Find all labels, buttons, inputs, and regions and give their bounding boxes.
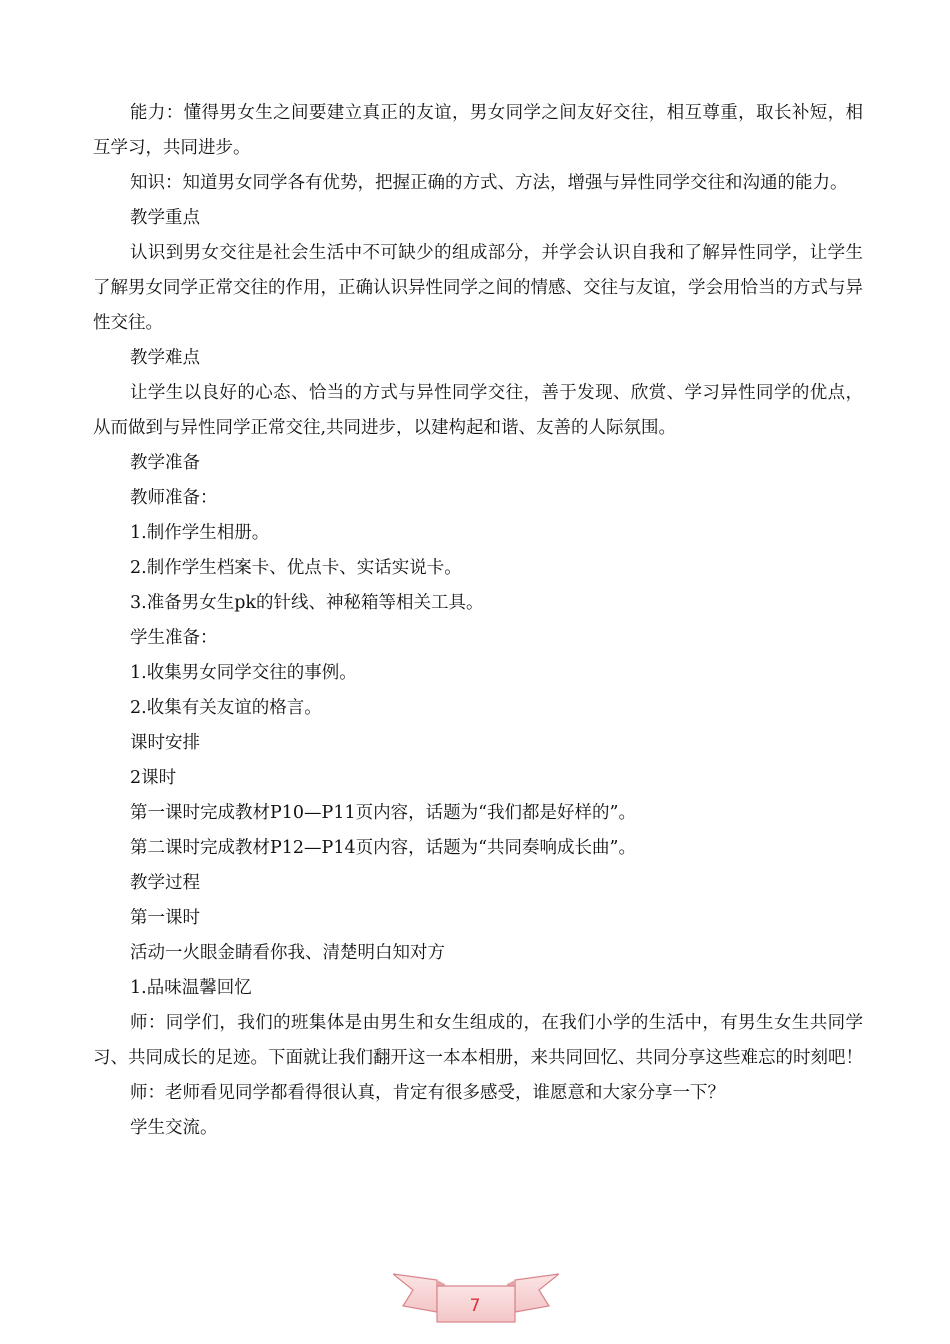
list-item: 3.准备男女生pk的针线、神秘箱等相关工具。 [130,593,484,613]
list-item: 2.制作学生档案卡、优点卡、实话实说卡。 [130,558,462,578]
paragraph: 能力：懂得男女生之间要建立真正的友谊，男女同学之间友好交往，相互尊重，取长补短，相互学习，共同进步。 [93,103,863,158]
sub-heading: 第一课时 [130,908,200,928]
sub-heading: 教师准备： [130,488,218,508]
ribbon-right-tail [515,1274,559,1312]
page-number: 7 [469,1296,481,1316]
paragraph: 让学生以良好的心态、恰当的方式与异性同学交往，善于发现、欣赏、学习异性同学的优点，从而做到与异性同学正常交往,共同进步，以建构起和谐、友善的人际氛围。 [93,383,863,438]
sub-heading: 学生准备： [130,628,218,648]
section-heading: 教学难点 [130,348,200,368]
section-heading: 教学过程 [130,873,200,893]
list-item: 1.收集男女同学交往的事例。 [130,663,357,683]
paragraph: 师：老师看见同学都看得很认真，肯定有很多感受，谁愿意和大家分享一下？ [130,1083,725,1103]
paragraph: 学生交流。 [130,1118,218,1138]
section-heading: 课时安排 [130,733,200,753]
paragraph: 师：同学们，我们的班集体是由男生和女生组成的，在我们小学的生活中，有男生女生共同学习、共同成长的足迹。下面就让我们翻开这一本本相册，来共同回忆、共同分享这些难忘的时刻吧！ [93,1013,863,1068]
body-text [93,96,863,1146]
paragraph: 2课时 [130,768,177,788]
paragraph: 第一课时完成教材P10—P11页内容，话题为“我们都是好样的”。 [130,803,636,823]
paragraph: 知识：知道男女同学各有优势，把握正确的方式、方法，增强与异性同学交往和沟通的能力。 [130,173,848,193]
list-item: 1.品味温馨回忆 [130,978,252,998]
paragraph: 第二课时完成教材P12—P14页内容，话题为“共同奏响成长曲”。 [130,838,636,858]
list-item: 1.制作学生相册。 [130,523,270,543]
section-heading: 教学重点 [130,208,200,228]
section-heading: 教学准备 [130,453,200,473]
ribbon-left-tail [393,1274,437,1312]
paragraph: 认识到男女交往是社会生活中不可缺少的组成部分，并学会认识自我和了解异性同学，让学生了解男女同学正常交往的作用，正确认识异性同学之间的情感、交往与友谊，学会用恰当的方式与异性交往。 [93,243,863,333]
activity-heading: 活动一火眼金睛看你我、清楚明白知对方 [130,943,445,963]
list-item: 2.收集有关友谊的格言。 [130,698,322,718]
